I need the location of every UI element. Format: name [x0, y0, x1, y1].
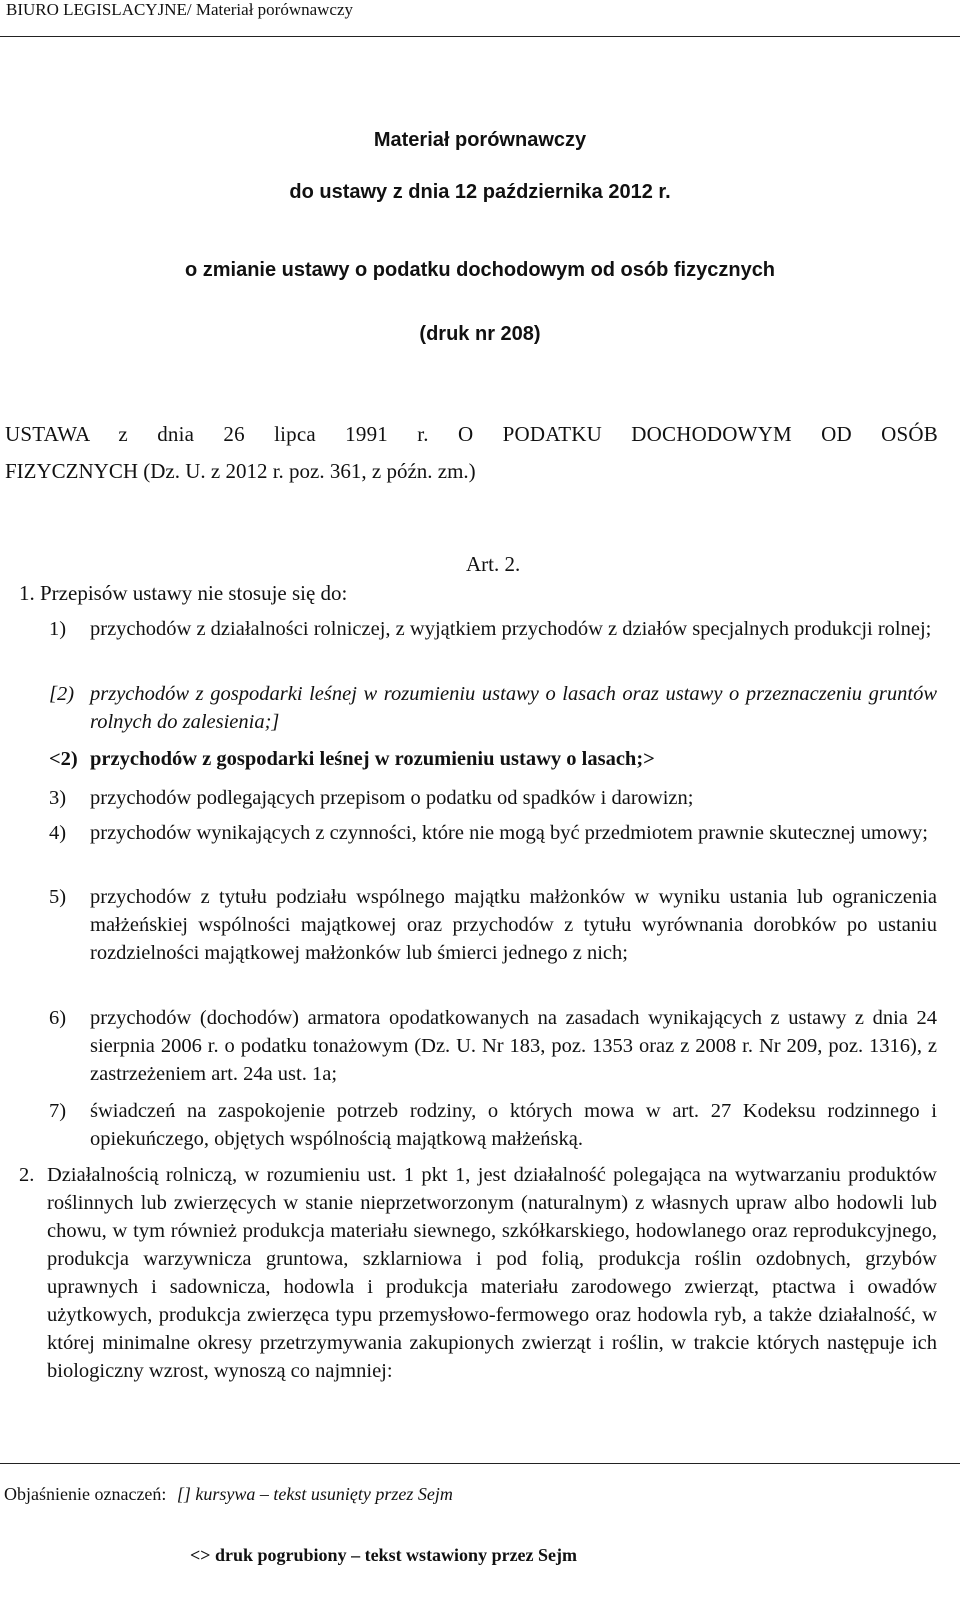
doc-subtitle-topic: o zmianie ustawy o podatku dochodowym od osób fizycznych	[184, 259, 776, 281]
list-item	[49, 784, 937, 812]
law-title-line2: FIZYCZNYCH (Dz. U. z 2012 r. poz. 361, z późn. zm.)	[5, 459, 476, 483]
ust2-paragraph	[19, 1161, 937, 1385]
list-item-deleted	[49, 680, 937, 736]
footer-label: Objaśnienie oznaczeń:	[4, 1484, 167, 1504]
legend-bold: <> druk pogrubiony – tekst wstawiony przez Sejm	[190, 1545, 578, 1565]
law-title-line1: USTAWA z dnia 26 lipca 1991 r. O PODATKU DOCHODOWYM OD OSÓB	[5, 422, 938, 446]
item-number: [2)	[49, 683, 75, 705]
list-item	[49, 1004, 937, 1088]
header-divider	[0, 36, 960, 37]
item-number: <2)	[49, 748, 78, 770]
ust2-text: Działalnością rolniczą, w rozumieniu ust. 1 pkt 1, jest działalność polegająca na wytwarzaniu produktów roślinnych lub zwierzęcych w stanie nieprzetworzonym (naturalnym) z własnych upraw albo hodowli lub chowu, w tym również produkcja materiału siewnego, szkółkarskiego, hodowlanego oraz reprodukcyjnego, produkcja warzywnicza gruntowa, szklarniowa i pod folią, produkcja roślin ozdobnych, grzybów uprawnych i sadownicza, hodowla i produkcja materiału zarodowego zwierząt, ptactwa i owadów użytkowych, produkcja zwierzęca typu przemysłowo-fermowego oraz hodowla ryb, a także działalność, w której minimalne okresy przetrzymywania zakupionych zwierząt i roślin, w trakcie których następuje ich biologiczny wzrost, wynoszą co najmniej:	[47, 1164, 937, 1382]
item-number: 3)	[49, 787, 67, 809]
list-item	[49, 883, 937, 967]
item-text: przychodów podlegających przepisom o podatku od spadków i darowizn;	[90, 787, 694, 809]
legend-italic: [] kursywa – tekst usunięty przez Sejm	[176, 1484, 453, 1504]
item-number: 6)	[49, 1007, 67, 1029]
doc-subtitle-date: do ustawy z dnia 12 października 2012 r.	[289, 181, 671, 203]
footer-divider	[0, 1463, 960, 1464]
list-item	[49, 1097, 937, 1153]
item-number: 4)	[49, 822, 67, 844]
running-header: BIURO LEGISLACYJNE/ Materiał porównawczy	[6, 0, 354, 19]
doc-title: Materiał porównawczy	[373, 129, 587, 151]
item-number: 5)	[49, 886, 67, 908]
item-number: 7)	[49, 1100, 67, 1122]
article-heading: Art. 2.	[466, 552, 521, 576]
ust1-intro: 1. Przepisów ustawy nie stosuje się do:	[19, 581, 348, 605]
list-item	[49, 615, 937, 643]
item-text: przychodów (dochodów) armatora opodatkowanych na zasadach wynikających z ustawy z dnia 24 sierpnia 2006 r. o podatku tonażowym (Dz. U. Nr 183, poz. 1353 oraz z 2008 r. Nr 209, poz. 1316), z zastrzeżeniem art. 24a ust. 1a;	[90, 1007, 937, 1085]
item-text: świadczeń na zaspokojenie potrzeb rodziny, o których mowa w art. 27 Kodeksu rodzinnego i opiekuńczego, objętych wspólnością majątkową małżeńską.	[90, 1100, 937, 1150]
list-item-inserted	[49, 745, 937, 773]
item-text: przychodów z gospodarki leśnej w rozumieniu ustawy o lasach oraz ustawy o przeznaczeniu gruntów rolnych do zalesienia;]	[90, 683, 937, 733]
list-item	[49, 819, 937, 847]
item-text: przychodów z działalności rolniczej, z wyjątkiem przychodów z działów specjalnych produkcji rolnej;	[90, 618, 932, 640]
ust2-number: 2.	[19, 1164, 35, 1186]
item-text: przychodów wynikających z czynności, które nie mogą być przedmiotem prawnie skutecznej umowy;	[90, 822, 928, 844]
item-number: 1)	[49, 618, 67, 640]
item-text: przychodów z gospodarki leśnej w rozumieniu ustawy o lasach;>	[90, 748, 655, 770]
footer-legend	[4, 1484, 453, 1505]
doc-print-number: (druk nr 208)	[419, 323, 541, 345]
item-text: przychodów z tytułu podziału wspólnego majątku małżonków w wyniku ustania lub ograniczenia małżeńskiej wspólności majątkowej oraz przychodów z tytułu wyrównania dorobków po ustaniu rozdzielności majątkowej małżonków lub śmierci jednego z nich;	[90, 886, 937, 964]
